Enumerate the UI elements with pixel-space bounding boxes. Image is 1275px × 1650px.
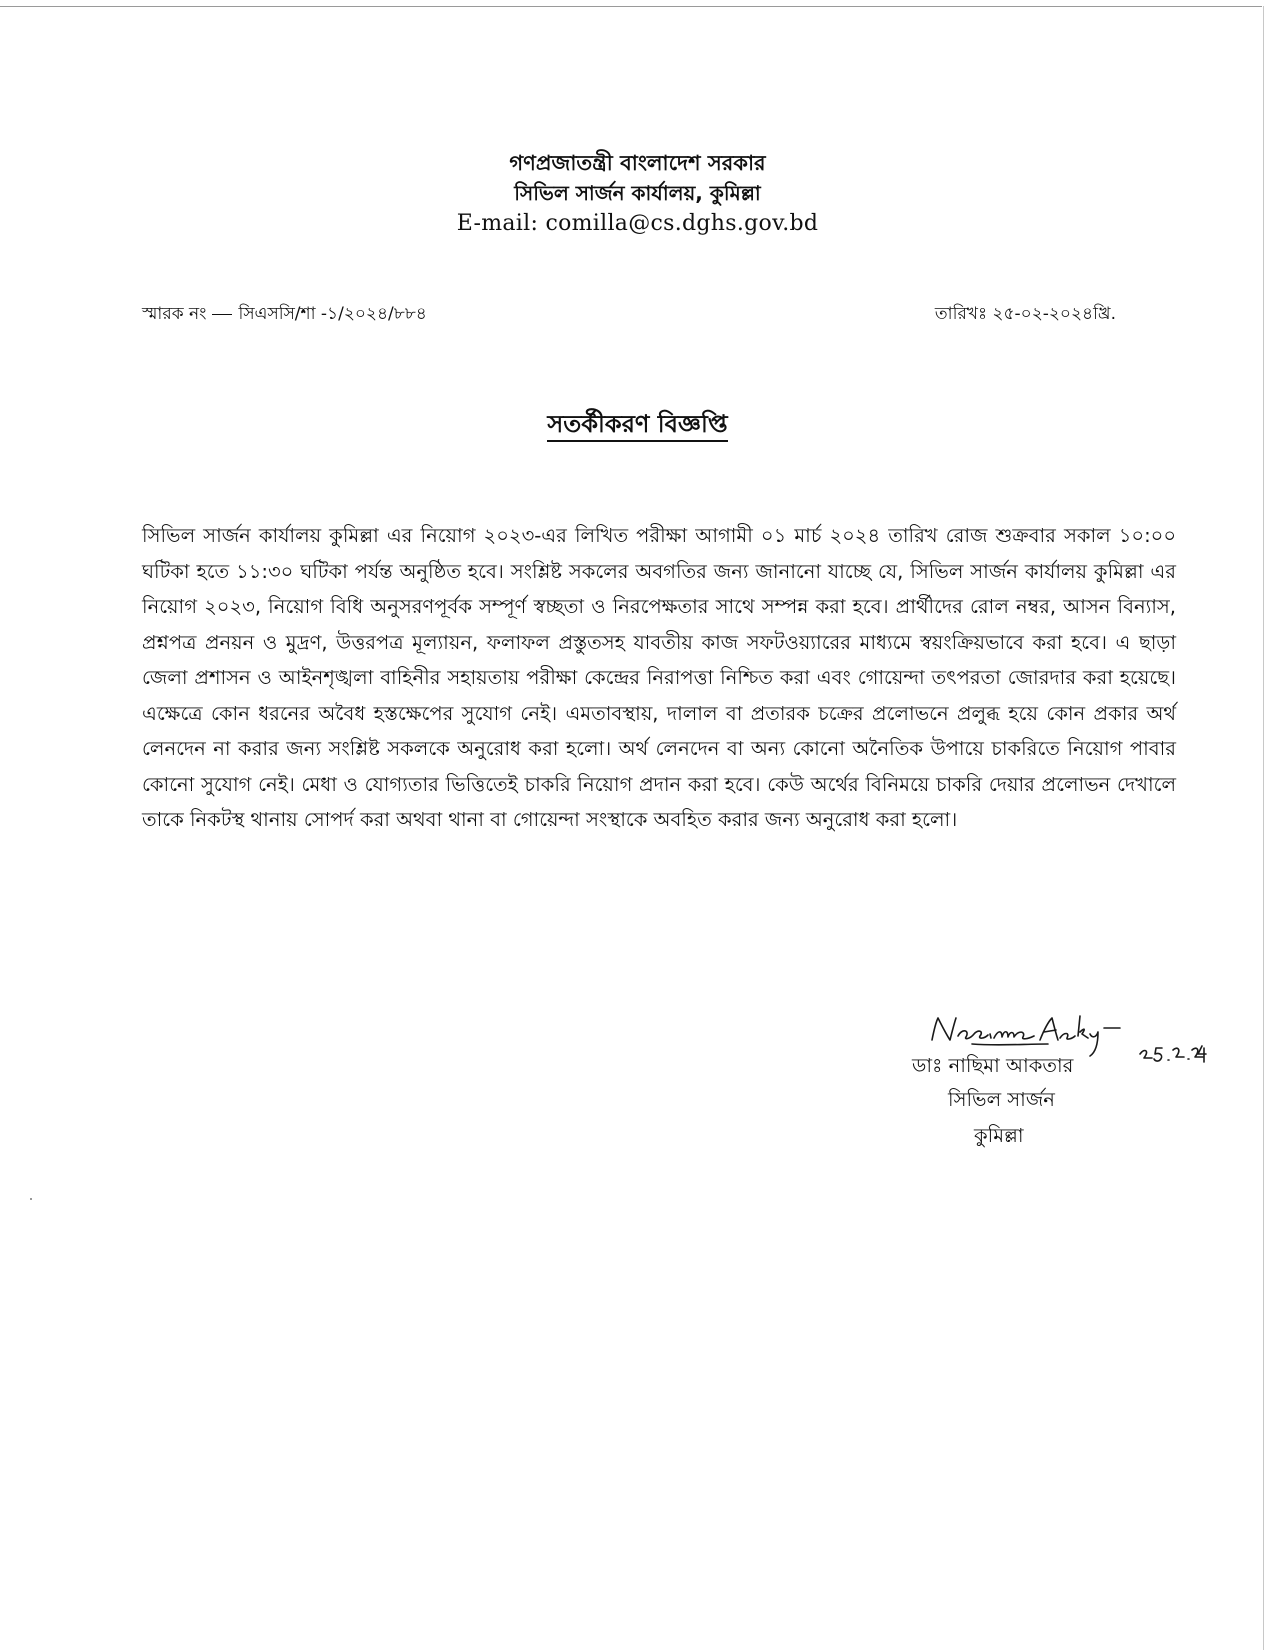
notice-title-text: সতর্কীকরণ বিজ্ঞপ্তি [547,410,727,442]
page-top-edge [0,6,1262,7]
signatory-office: কুমিল্লা [974,1124,1024,1147]
letterhead [0,148,1275,240]
notice-body: সিভিল সার্জন কার্যালয় কুমিল্লা এর নিয়োগ ২০২৩-এর লিখিত পরীক্ষা আগামী ০১ মার্চ ২০২৪ তারিখ রোজ শুক্রবার সকাল ১০:০০ ঘটিকা হতে ১১:৩০ ঘটিকা পর্যন্ত অনুষ্ঠিত হবে। সংশ্লিষ্ট সকলের অবগতির জন্য জানানো যাচ্ছে যে, সিভিল সার্জন কার্যালয় কুমিল্লা এর নিয়োগ ২০২৩, নিয়োগ বিধি অনুসরণপূর্বক সম্পূর্ণ স্বচ্ছতা ও নিরপেক্ষতার সাথে সম্পন্ন করা হবে। প্রার্থীদের রোল নম্বর, আসন বিন্যাস, প্রশ্নপত্র প্রনয়ন ও মুদ্রণ, উত্তরপত্র মূল্যায়ন, ফলাফল প্রস্তুতসহ যাবতীয় কাজ সফটওয়্যারের মাধ্যমে স্বয়ংক্রিয়ভাবে করা হবে। এ ছাড়া জেলা প্রশাসন ও আইনশৃঙ্খলা বাহিনীর সহায়তায় পরীক্ষা কেন্দ্রের নিরাপত্তা নিশ্চিত করা এবং গোয়েন্দা তৎপরতা জোরদার করা হয়েছে। এক্ষেত্রে কোন ধরনের অবৈধ হস্তক্ষেপের সুযোগ নেই। এমতাবস্থায়, দালাল বা প্রতারক চক্রের প্রলোভনে প্রলুব্ধ হয়ে কোন প্রকার অর্থ লেনদেন না করার জন্য সংশ্লিষ্ট সকলকে অনুরোধ করা হলো। অর্থ লেনদেন বা অন্য কোনো অনৈতিক উপায়ে চাকরিতে নিয়োগ পাবার কোনো সুযোগ নেই। মেধা ও যোগ্যতার ভিত্তিতেই চাকরি নিয়োগ প্রদান করা হবে। কেউ অর্থের বিনিময়ে চাকরি দেয়ার প্রলোভন দেখালে তাকে নিকটস্থ থানায় সোপর্দ করা অথবা থানা বা গোয়েন্দা সংস্থাকে অবহিত করার জন্য অনুরোধ করা হলো। [142,524,1176,831]
memo-number: সিএসসি/শা -১/২০২৪/৮৮৪ [238,304,427,324]
office-name: সিভিল সার্জন কার্যালয়, কুমিল্লা [514,181,761,205]
notice-title [0,406,1275,446]
issue-date: তারিখঃ ২৫-০২-২০২৪খ্রি. [934,304,1116,324]
memo-reference [142,301,427,329]
page-right-edge [1263,6,1264,1650]
scan-speck [30,1198,32,1200]
memo-label: স্মারক নং [142,304,207,324]
memo-dash [212,314,232,315]
office-email: E-mail: comilla@cs.dghs.gov.bd [456,211,819,236]
signatory-name: ডাঃ নাছিমা আকতার [912,1054,1074,1077]
government-title: গণপ্রজাতন্ত্রী বাংলাদেশ সরকার [509,151,766,175]
signatory-designation: সিভিল সার্জন [948,1088,1055,1111]
